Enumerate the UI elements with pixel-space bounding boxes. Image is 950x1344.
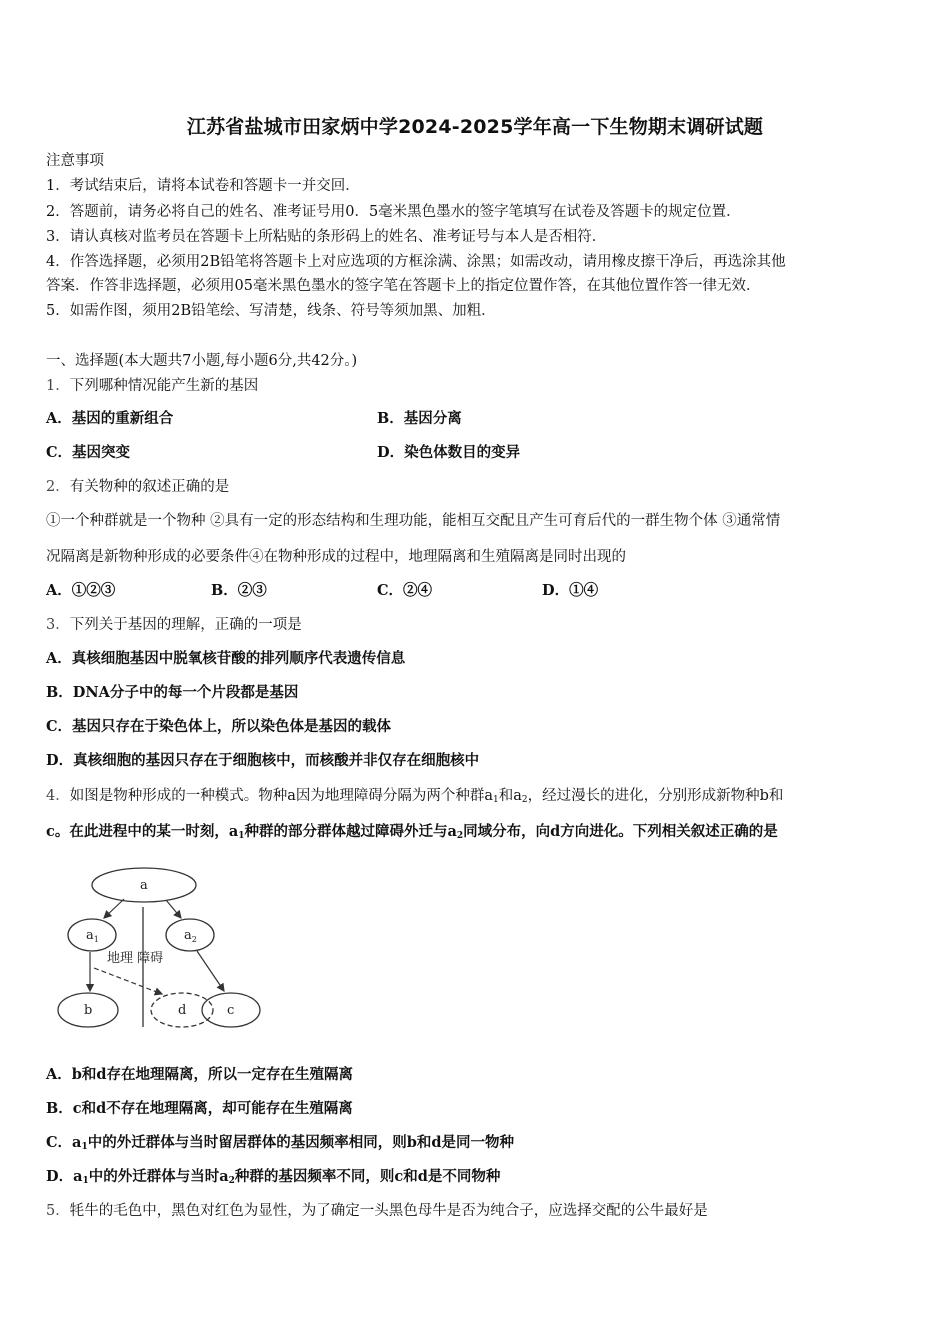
subscript: 1 <box>493 795 499 805</box>
q2-statement-line: ①一个种群就是一个物种 ②具有一定的形态结构和生理功能，能相互交配且产生可育后代的一群生物个体 ③通常情 <box>46 513 781 529</box>
q1-option-d[interactable]: D．染色体数目的变异 <box>377 444 521 461</box>
q2-option-a[interactable]: A．①②③ <box>46 582 116 599</box>
q2-option-c[interactable]: C．②④ <box>377 582 433 599</box>
question-text: c。在此进程中的某一时刻，a <box>46 823 239 840</box>
q1-option-c[interactable]: C．基因突变 <box>46 444 131 461</box>
subscript: 1 <box>82 1176 89 1186</box>
q4-option-a[interactable]: A．b和d存在地理隔离，所以一定存在生殖隔离 <box>46 1066 354 1083</box>
node-d-label: d <box>178 1003 187 1018</box>
q4-option-c[interactable] <box>46 1133 514 1157</box>
q3-option-d[interactable]: D．真核细胞的基因只存在于细胞核中，而核酸并非仅存在细胞核中 <box>46 752 480 769</box>
option-text: 中的外迁群体与当时a <box>88 1168 229 1185</box>
q2-option-b[interactable]: B．②③ <box>211 582 267 599</box>
subscript: 2 <box>228 1176 235 1186</box>
question-number: 2． <box>46 479 70 495</box>
q1-option-a[interactable]: A．基因的重新组合 <box>46 410 174 427</box>
node-a1-label <box>86 928 99 944</box>
q2-statement-line: 况隔离是新物种形成的必要条件④在物种形成的过程中，地理隔离和生殖隔离是同时出现的 <box>46 549 626 565</box>
node-a1-letter: a <box>86 928 94 943</box>
question-number: 1． <box>46 378 70 394</box>
node-a-label: a <box>140 878 148 893</box>
arrow-a-to-a1 <box>104 899 124 918</box>
question-text: 下列关于基因的理解，正确的一项是 <box>69 617 302 633</box>
option-text: 种群的基因频率不同，则c和d是不同物种 <box>234 1168 501 1185</box>
subscript: 1 <box>81 1142 88 1152</box>
subscript: 2 <box>521 795 528 805</box>
notice-item: 答案．作答非选择题，必须用05毫米黑色墨水的签字笔在答题卡上的指定位置作答，在其他位置作答一律无效． <box>46 278 761 294</box>
speciation-diagram <box>44 852 269 1042</box>
option-text: C．a <box>46 1134 82 1151</box>
subscript: 1 <box>238 831 245 841</box>
q3-option-b[interactable]: B．DNA分子中的每一个片段都是基因 <box>46 684 299 701</box>
q1-option-b[interactable]: B．基因分离 <box>377 410 462 427</box>
option-text: D．a <box>46 1168 83 1185</box>
q2-option-d[interactable]: D．①④ <box>542 582 599 599</box>
q3-option-a[interactable]: A．真核细胞基因中脱氧核苷酸的排列顺序代表遗传信息 <box>46 650 406 667</box>
dashed-arrow-a1-to-d <box>94 968 162 994</box>
question-text: 种群的部分群体越过障碍外迁与a <box>244 823 457 840</box>
question-text: 有关物种的叙述正确的是 <box>69 479 230 495</box>
question-text: 牦牛的毛色中，黑色对红色为显性，为了确定一头黑色母牛是否为纯合子，应选择交配的公牛最好是 <box>69 1203 708 1219</box>
notice-heading: 注意事项 <box>46 153 104 169</box>
speciation-diagram-svg <box>44 852 269 1042</box>
question-3-stem <box>46 615 302 635</box>
q4-option-b[interactable]: B．c和d不存在地理隔离，却可能存在生殖隔离 <box>46 1100 353 1117</box>
arrow-a-to-a2 <box>166 900 181 918</box>
page-title: 江苏省盐城市田家炳中学2024-2025学年高一下生物期末调研试题 <box>186 116 764 138</box>
question-text: 下列哪种情况能产生新的基因 <box>69 378 259 394</box>
question-2-stem <box>46 477 229 497</box>
node-a2-sub: 2 <box>191 935 197 944</box>
arrow-a2-to-c <box>197 951 224 991</box>
question-number: 3． <box>46 617 70 633</box>
node-b-label: b <box>84 1003 93 1018</box>
node-c-label: c <box>227 1003 235 1018</box>
node-a2-letter: a <box>184 928 192 943</box>
section-heading: 一、选择题(本大题共7小题,每小题6分,共42分。) <box>46 353 358 369</box>
subscript: 2 <box>456 831 464 841</box>
notice-item: 5．如需作图，须用2B铅笔绘、写清楚，线条、符号等须加黑、加粗． <box>46 303 496 319</box>
question-1-stem <box>46 376 258 396</box>
barrier-label: 地理 障碍 <box>107 951 164 966</box>
notice-item: 4．作答选择题，必须用2B铅笔将答题卡上对应选项的方框涂满、涂黑；如需改动，请用橡皮擦干净后，再选涂其他 <box>46 254 786 270</box>
question-4-stem <box>46 786 783 810</box>
notice-item: 1．考试结束后，请将本试卷和答题卡一并交回． <box>46 178 360 194</box>
notice-item: 2．答题前，请务必将自己的姓名、准考证号用0．5毫米黑色墨水的签字笔填写在试卷及答题卡的规定位置． <box>46 204 741 220</box>
question-number: 5． <box>46 1203 70 1219</box>
question-text: ，经过漫长的进化，分别形成新物种b和 <box>527 788 784 804</box>
question-4-stem-cont <box>46 822 778 846</box>
question-number: 4． <box>46 788 70 804</box>
q4-option-d[interactable] <box>46 1167 500 1191</box>
question-text: 和a <box>498 788 522 804</box>
option-text: 中的外迁群体与当时留居群体的基因频率相同，则b和d是同一物种 <box>87 1134 514 1151</box>
q3-option-c[interactable]: C．基因只存在于染色体上，所以染色体是基因的载体 <box>46 718 392 735</box>
node-a2-label <box>184 928 197 944</box>
question-text: 同域分布，向d方向进化。下列相关叙述正确的是 <box>463 823 778 840</box>
notice-item: 3．请认真核对监考员在答题卡上所粘贴的条形码上的姓名、准考证号与本人是否相符． <box>46 229 607 245</box>
node-a1-sub: 1 <box>93 935 99 944</box>
question-text: 如图是物种形成的一种模式。物种a因为地理障碍分隔为两个种群a <box>69 788 494 804</box>
question-5-stem <box>46 1201 708 1221</box>
